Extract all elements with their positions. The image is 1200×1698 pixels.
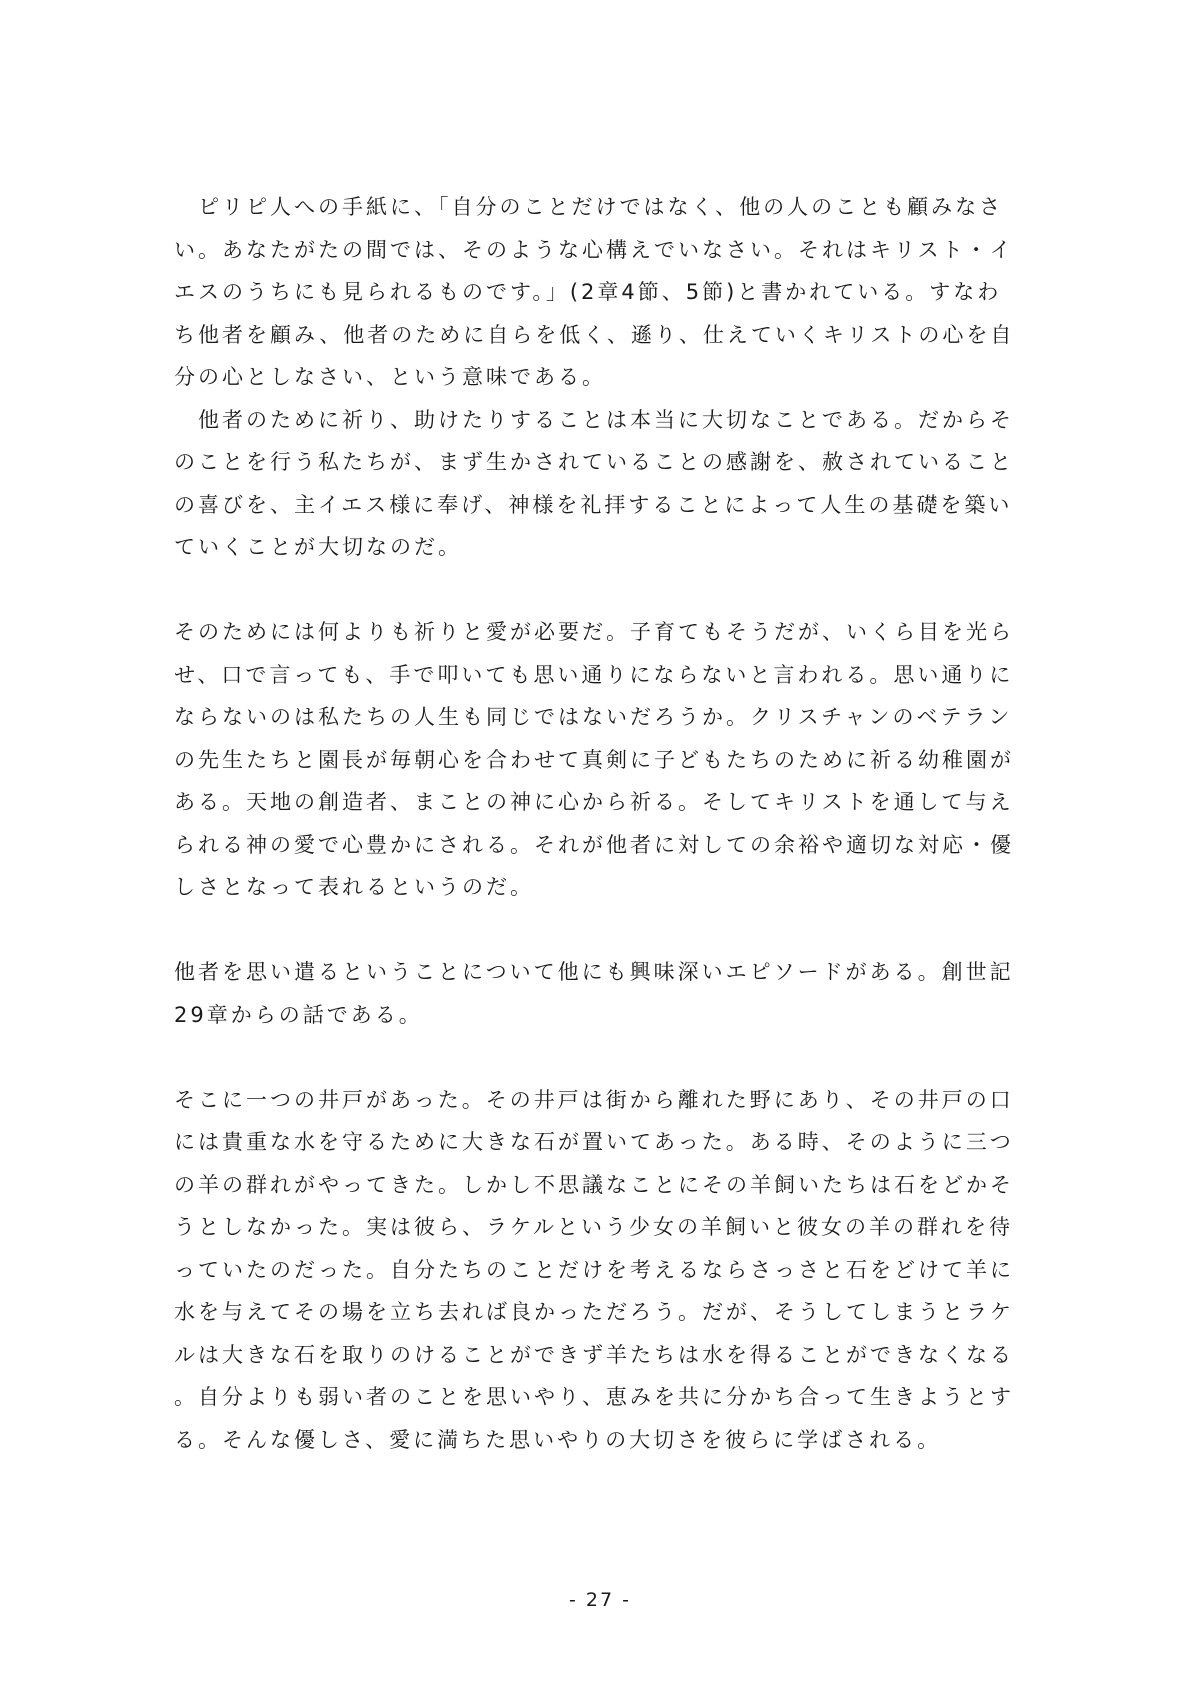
text-line: せ、口で言っても、手で叩いても思い通りにならないと言われる。思い通りに [174, 662, 1014, 687]
paragraph [174, 1079, 1034, 1462]
text-line: そこに一つの井戸があった。その井戸は街から離れた野にあり、その井戸の口 [174, 1087, 1014, 1112]
text-line: ピリピ人への手紙に、「自分のことだけではなく、他の人のことも顧みなさ [174, 195, 1004, 219]
text-line: 他者を思い遣るということについて他にも興味深いエピソードがある。創世記 [174, 960, 1014, 984]
text-line: ならないのは私たちの人生も同じではないだろうか。クリスチャンのベテラン [174, 705, 1013, 729]
paragraph-gap [174, 1036, 1034, 1079]
text-line: られる神の愛で心豊かにされる。それが他者に対しての余裕や適切な対応・優 [174, 832, 1014, 857]
text-line: そのためには何よりも祈りと愛が必要だ。子育てもそうだが、いくら目を光ら [174, 620, 1014, 644]
text-line: ルは大きな石を取りのけることができず羊たちは水を得ることができなくなる [174, 1342, 1014, 1367]
paragraph-gap [174, 569, 1034, 612]
body-text [174, 186, 1034, 1461]
text-line: 。自分よりも弱い者のことを思いやり、恵みを共に分かち合って生きようとす [174, 1385, 1014, 1409]
paragraph [174, 186, 1034, 399]
text-line: っていたのだった。自分たちのことだけを考えるならさっさと石をどけて羊に [174, 1257, 1014, 1282]
text-line: の羊の群れがやってきた。しかし不思議なことにその羊飼いたちは石をどかそ [174, 1172, 1014, 1197]
text-line: には貴重な水を守るために大きな石が置いてあった。ある時、そのように三つ [174, 1130, 1014, 1154]
page-number: - 27 - [569, 1589, 631, 1611]
text-line: エスのうちにも見られるものです。」(2章4節、5節)と書かれている。すなわ [174, 280, 1002, 304]
text-line: しさとなって表れるというのだ。 [174, 875, 534, 899]
paragraph [174, 611, 1034, 909]
text-line: 29章からの話である。 [174, 1002, 423, 1027]
paragraph-gap [174, 909, 1034, 952]
text-line: のことを行う私たちが、まず生かされていることの感謝を、赦されていること [174, 450, 1014, 474]
text-line: ち他者を顧み、他者のために自らを低く、遜り、仕えていくキリストの心を自 [174, 322, 1015, 347]
text-line: 他者のために祈り、助けたりすることは本当に大切なことである。だからそ [174, 407, 1014, 432]
text-line: 分の心としなさい、という意味である。 [174, 365, 606, 389]
text-line: の先生たちと園長が毎朝心を合わせて真剣に子どもたちのために祈る幼稚園が [174, 747, 1014, 772]
text-line: ていくことが大切なのだ。 [174, 535, 462, 559]
text-line: い。あなたがたの間では、そのような心構えでいなさい。それはキリスト・イ [174, 237, 1014, 262]
text-line: る。そんな優しさ、愛に満ちた思いやりの大切さを彼らに学ばされる。 [174, 1427, 942, 1452]
text-line: の喜びを、主イエス様に奉げ、神様を礼拝することによって人生の基礎を築い [174, 492, 1013, 517]
text-line: ある。天地の創造者、まことの神に心から祈る。そしてキリストを通して与え [174, 790, 1014, 814]
text-line: 水を与えてその場を立ち去れば良かっただろう。だが、そうしてしまうとラケ [174, 1300, 1014, 1324]
paragraph [174, 951, 1034, 1036]
paragraph [174, 399, 1034, 569]
text-line: うとしなかった。実は彼ら、ラケルという少女の羊飼いと彼女の羊の群れを待 [174, 1215, 1013, 1239]
